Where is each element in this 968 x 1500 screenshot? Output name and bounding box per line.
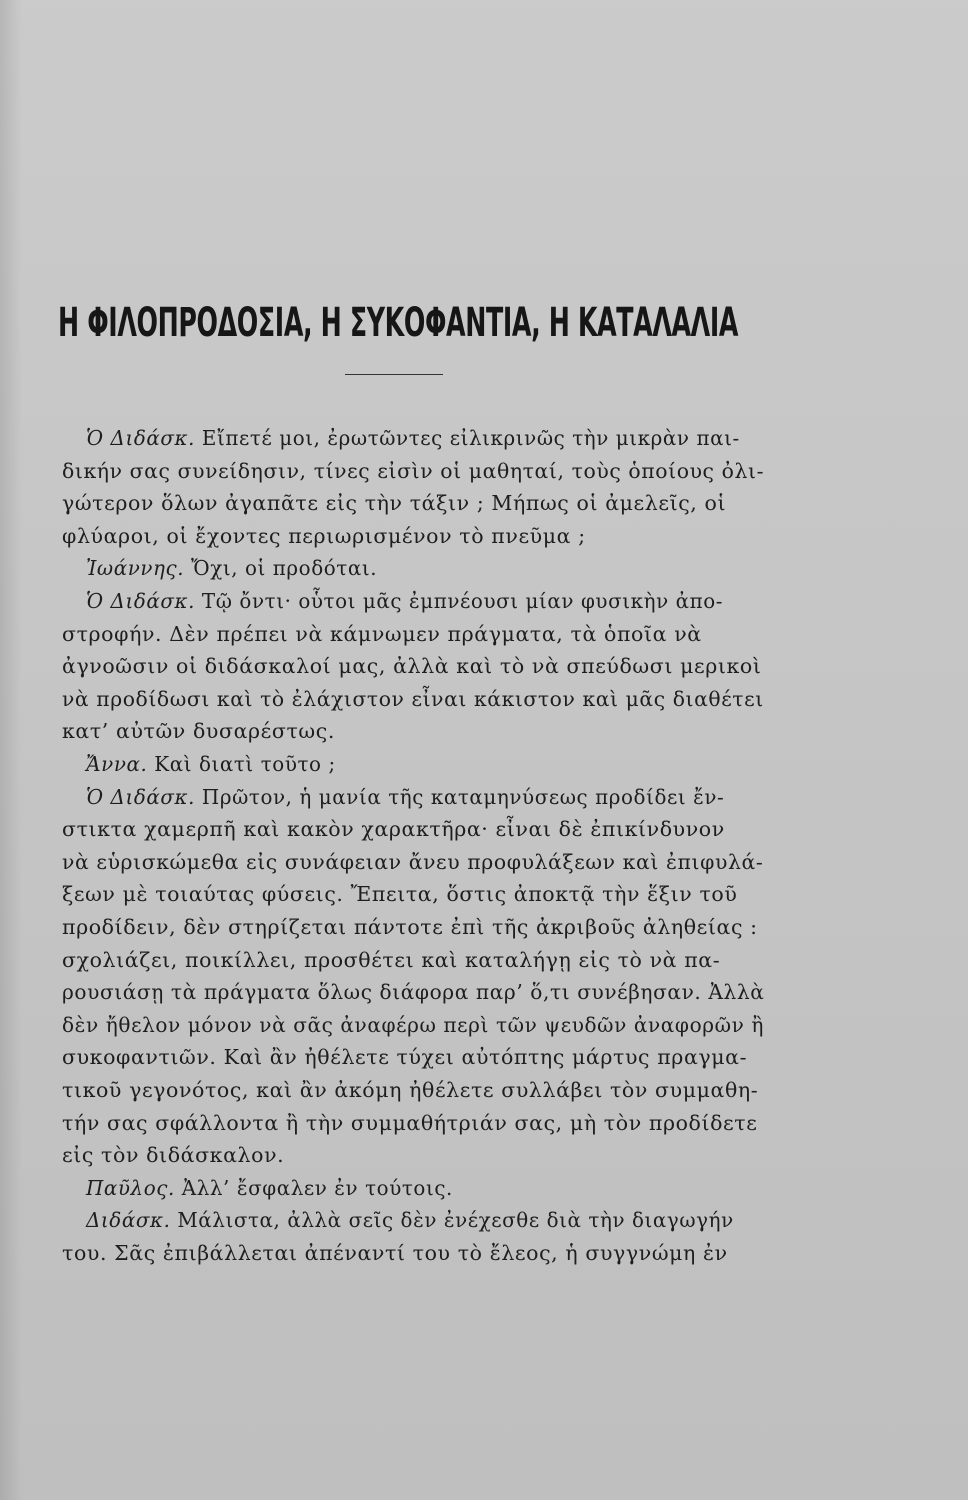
line-text: του. Σᾶς ἐπιβάλλεται ἀπέναντί του τὸ ἔλεος, ἡ συγγνώμη ἐν <box>62 1241 728 1265</box>
speaker-label: Ὁ Διδάσκ. <box>86 426 196 450</box>
text-line <box>62 656 762 677</box>
line-text: τήν σας σφάλλοντα ἢ τὴν συμμαθήτριάν σας, μὴ τὸν προδίδετε <box>62 1110 758 1135</box>
line-text: τικοῦ γεγονότος, καὶ ἂν ἀκόμη ἠθέλετε συλλάβει τὸν συμμαθη- <box>62 1078 759 1102</box>
line-text: νὰ εὑρισκώμεθα εἰς συνάφειαν ἄνευ προφυλάξεων καὶ ἐπιφυλά- <box>62 849 764 874</box>
line-text: ξεων μὲ τοιαύτας φύσεις. Ἔπειτα, ὅστις ἀποκτᾷ τὴν ἕξιν τοῦ <box>62 882 738 907</box>
line-text: δικήν σας συνείδησιν, τίνες εἰσὶν οἱ μαθηταί, τοὺς ὁποίους ὀλι- <box>62 458 765 483</box>
text-line <box>62 493 762 514</box>
text-line <box>86 558 764 579</box>
text-line <box>62 947 762 972</box>
text-line <box>62 1110 762 1135</box>
line-text: Ἀλλ’ ἔσφαλεν ἐν τούτοις. <box>174 1175 453 1200</box>
line-text: φλύαροι, οἱ ἔχοντες περιωρισμένον τὸ πνεῦμα ; <box>62 523 586 548</box>
speaker-label: Παῦλος. <box>86 1175 175 1200</box>
line-text: Ὄχι, οἱ προδόται. <box>184 556 378 581</box>
line-text: συκοφαντιῶν. Καὶ ἂν ἠθέλετε τύχει αὐτόπτης μάρτυς πραγμα- <box>62 1045 748 1070</box>
line-text: κατ’ αὐτῶν δυσαρέστως. <box>62 719 335 744</box>
line-text: δὲν ἤθελον μόνον νὰ σᾶς ἀναφέρω περὶ τῶν ψευδῶν ἀναφορῶν ἢ <box>62 1012 764 1037</box>
text-line <box>62 917 762 938</box>
text-line <box>86 784 764 809</box>
text-line <box>62 884 762 905</box>
line-text: προδίδειν, δὲν στηρίζεται πάντοτε ἐπὶ τῆς ἀκριβοῦς ἀληθείας : <box>62 915 758 939</box>
text-line <box>62 721 762 742</box>
line-text: Καὶ διατὶ τοῦτο ; <box>147 752 336 776</box>
text-line <box>62 849 764 874</box>
line-text: ἀγνοῶσιν οἱ διδάσκαλοί μας, ἀλλὰ καὶ τὸ νὰ σπεύδωσι μερικοὶ <box>62 654 762 679</box>
speaker-label: Ἄννα. <box>86 752 148 776</box>
text-line <box>62 1012 764 1037</box>
speaker-label: Ὁ Διδάσκ. <box>86 589 196 613</box>
line-text: σχολιάζει, ποικίλλει, προσθέτει καὶ καταλήγῃ εἰς τὸ νὰ πα- <box>62 947 721 972</box>
line-text: Τῷ ὄντι· οὗτοι μᾶς ἐμπνέουσι μίαν φυσικὴν ἀπο- <box>195 589 724 613</box>
text-line <box>62 1047 762 1068</box>
speaker-label: Ὁ Διδάσκ. <box>86 784 196 809</box>
speaker-label: Διδάσκ. <box>86 1208 171 1233</box>
line-text: στροφήν. Δὲν πρέπει νὰ κάμνωμεν πράγματα, τὰ ὁποῖα νὰ <box>62 621 702 646</box>
title-divider <box>345 374 443 375</box>
text-line <box>62 686 764 711</box>
line-text: γώτερον ὅλων ἀγαπᾶτε εἰς τὴν τάξιν ; Μήπως οἱ ἀμελεῖς, οἱ <box>62 491 727 516</box>
text-line <box>86 591 764 612</box>
line-text: Εἴπετέ μοι, ἐρωτῶντες εἰλικρινῶς τὴν μικρὰν παι- <box>195 426 740 450</box>
line-text: ρουσιάσῃ τὰ πράγματα ὅλως διάφορα παρ’ ὅ,τι συνέβησαν. Ἀλλὰ <box>62 980 765 1005</box>
text-line <box>62 1080 762 1101</box>
line-text: στικτα χαμερπῆ καὶ κακὸν χαρακτῆρα· εἶναι δὲ ἐπικίνδυνον <box>62 817 725 842</box>
page-title: Η ΦΙΛΟΠΡΟΔΟΣΙΑ, Η ΣΥΚΟΦΑΝΤΙΑ, Η ΚΑΤΑΛΑΛΙΑ <box>58 298 739 346</box>
text-line <box>62 458 765 483</box>
text-line <box>86 754 764 775</box>
text-line <box>62 1243 762 1264</box>
text-line <box>62 621 762 646</box>
text-line <box>62 1145 762 1166</box>
line-text: Μάλιστα, ἀλλὰ σεῖς δὲν ἐνέχεσθε διὰ τὴν διαγωγήν <box>170 1208 734 1233</box>
speaker-label: Ἰωάννης. <box>86 556 185 581</box>
text-line <box>86 1175 764 1200</box>
text-line <box>62 980 765 1005</box>
line-text: εἰς τὸν διδάσκαλον. <box>62 1143 285 1168</box>
text-line <box>86 428 764 449</box>
line-text: νὰ προδίδωσι καὶ τὸ ἐλάχιστον εἶναι κάκιστον καὶ μᾶς διαθέτει <box>62 686 764 711</box>
text-line <box>62 523 762 548</box>
line-text: Πρῶτον, ἡ μανία τῆς καταμηνύσεως προδίδει ἔν- <box>195 784 725 809</box>
text-line <box>86 1210 764 1231</box>
text-line <box>62 819 762 840</box>
